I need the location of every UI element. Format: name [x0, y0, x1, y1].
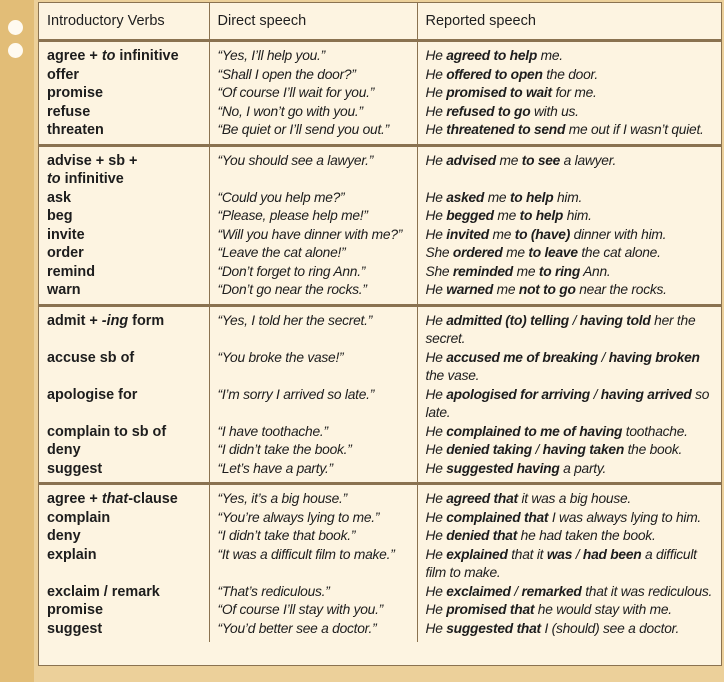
reported-speech-sentence: [418, 281, 722, 300]
reported-speech-continued: [418, 404, 722, 423]
introductory-verb: [39, 281, 209, 300]
text-segment: He: [425, 312, 447, 328]
text-segment: explain: [47, 546, 97, 563]
reported-speech-sentence: [418, 121, 722, 140]
direct-speech-quote: “I’m sorry I arrived so late.”: [217, 386, 375, 402]
text-segment: /: [510, 583, 522, 599]
reported-speech-sentence: [418, 490, 722, 509]
reported-speech-continued: [418, 330, 722, 349]
bold-segment: reminded: [452, 263, 513, 279]
header-direct-speech: Direct speech: [209, 3, 417, 41]
direct-speech-quote: “You’d better see a doctor.”: [217, 620, 377, 636]
bold-segment: complained to me of having: [446, 423, 623, 439]
text-segment: the door.: [542, 66, 598, 82]
verb-group-1: [39, 41, 721, 146]
text-segment: He: [425, 442, 447, 457]
spacer: [39, 367, 209, 386]
reported-speech-cell: [417, 41, 721, 146]
direct-speech-quote: “Of course I’ll stay with you.”: [217, 602, 384, 617]
direct-speech-quote: “Don’t go near the rocks.”: [217, 282, 367, 297]
text-segment: a party.: [559, 460, 607, 476]
text-segment: dinner with him.: [570, 226, 667, 242]
text-segment: the book.: [624, 442, 683, 457]
text-segment: me out if I wasn’t quiet.: [565, 122, 704, 137]
text-segment: He: [425, 189, 447, 205]
text-segment: /: [531, 442, 543, 457]
text-segment: He: [425, 85, 447, 100]
direct-speech-quote: “Will you have dinner with me?”: [217, 226, 403, 242]
bold-segment: threatened to send: [446, 122, 566, 137]
text-segment: for me.: [551, 85, 597, 100]
introductory-verb: [39, 263, 209, 282]
bold-segment: accused me of breaking: [446, 349, 598, 365]
direct-speech-quote: “Leave the cat alone!”: [217, 245, 346, 260]
text-segment: me: [502, 245, 529, 260]
bold-segment: exclaimed: [446, 583, 511, 599]
text-segment: him.: [563, 208, 592, 223]
introductory-verb: [39, 490, 209, 509]
bold-segment: to help: [509, 189, 554, 205]
reported-speech-sentence: [418, 583, 722, 602]
reported-speech-sentence: [418, 349, 722, 368]
introductory-verbs-cell: [39, 305, 209, 484]
text-segment: offer: [47, 66, 79, 83]
reported-speech-sentence: [418, 244, 722, 263]
text-segment: a difficult: [641, 546, 697, 562]
text-segment: remind: [47, 263, 95, 280]
reported-speech-sentence: [418, 189, 722, 208]
text-segment: infinitive: [115, 48, 179, 64]
reported-speech-sentence: [418, 152, 722, 171]
text-segment: admit +: [47, 312, 102, 329]
bold-segment: denied taking: [446, 442, 532, 457]
introductory-verb: [39, 84, 209, 103]
bold-segment: to help: [519, 208, 564, 223]
introductory-verb: [39, 226, 209, 245]
bold-segment: begged: [446, 208, 494, 223]
bold-segment: admitted (to) telling: [446, 312, 569, 328]
direct-speech-quote: “Yes, it’s a big house.”: [217, 491, 347, 506]
introductory-verb: [39, 189, 209, 208]
reported-speech-sentence: [418, 460, 722, 479]
bold-segment: to ring: [538, 263, 581, 279]
text-segment: He: [425, 602, 447, 617]
reported-speech-sentence: [418, 84, 722, 103]
text-segment: agree +: [47, 491, 102, 507]
introductory-verbs-cell: [39, 145, 209, 305]
text-segment: I (should) see a doctor.: [540, 620, 680, 636]
text-segment: her the: [650, 312, 696, 328]
text-segment: -clause: [128, 491, 178, 507]
direct-speech-quote: “I didn’t take the book.”: [217, 442, 352, 457]
bold-segment: ordered: [452, 245, 503, 260]
bold-segment: promised to wait: [446, 85, 552, 100]
text-segment: complain to sb of: [47, 423, 167, 440]
text-segment: He: [425, 122, 447, 137]
text-segment: agree +: [47, 48, 102, 64]
introductory-verb: [39, 349, 209, 368]
text-segment: it was a big house.: [517, 491, 631, 506]
bold-segment: agreed that: [446, 491, 518, 506]
text-segment: accuse sb of: [47, 349, 135, 366]
text-segment: He: [425, 208, 447, 223]
text-segment: film to make.: [425, 565, 501, 580]
text-segment: deny: [47, 528, 81, 544]
bold-segment: promised that: [446, 602, 535, 617]
introductory-verb: [39, 121, 209, 140]
spacer: [210, 330, 417, 349]
text-segment: me.: [537, 48, 563, 63]
text-segment: that it was rediculous.: [581, 583, 713, 599]
direct-speech-quote: “Shall I open the door?”: [217, 66, 356, 82]
text-segment: /: [597, 349, 609, 365]
text-segment: apologise for: [47, 386, 138, 403]
text-segment: that it: [507, 546, 547, 562]
bold-segment: refused to go: [446, 103, 531, 119]
text-segment: suggest: [47, 620, 103, 637]
bold-segment: explained: [446, 546, 508, 562]
bold-segment: agreed to help: [446, 48, 538, 63]
bold-segment: having told: [579, 312, 651, 328]
text-segment: She: [425, 263, 453, 279]
direct-speech-quote: “That’s rediculous.”: [217, 583, 330, 599]
text-segment: He: [425, 226, 447, 242]
bold-segment: invited: [446, 226, 489, 242]
text-segment: He: [425, 103, 447, 119]
reported-speech-sentence: [418, 312, 722, 331]
bold-segment: remarked: [521, 583, 582, 599]
direct-speech-quote: “Be quiet or I’ll send you out.”: [217, 122, 389, 137]
binder-hole: [8, 43, 23, 58]
introductory-verb: [39, 583, 209, 602]
reported-speech-sentence: [418, 441, 722, 460]
binder-strip: [0, 0, 34, 682]
introductory-verbs-cell: [39, 484, 209, 643]
direct-speech-cell: [209, 305, 417, 484]
bold-segment: apologised for arriving: [446, 386, 590, 402]
text-segment: He: [425, 509, 447, 525]
binder-hole: [8, 20, 23, 35]
verb-group-4: [39, 484, 721, 643]
bold-segment: offered to open: [446, 66, 543, 82]
text-segment: He: [425, 386, 447, 402]
text-segment: refuse: [47, 103, 91, 120]
text-segment: suggest: [47, 460, 103, 477]
introductory-verb: [39, 527, 209, 546]
text-segment: secret.: [425, 331, 466, 346]
text-segment: near the rocks.: [575, 282, 667, 297]
text-segment: deny: [47, 442, 81, 458]
text-segment: with us.: [530, 103, 579, 119]
introductory-verb: [39, 207, 209, 226]
text-segment: he had taken the book.: [517, 528, 656, 543]
text-segment: a lawyer.: [560, 152, 617, 168]
grammar-table-panel: [38, 2, 722, 666]
bold-segment: having taken: [542, 442, 625, 457]
text-segment: ask: [47, 189, 72, 206]
text-segment: the cat alone.: [577, 245, 661, 260]
direct-speech-quote: “You should see a lawyer.”: [217, 152, 374, 168]
bold-segment: suggested having: [446, 460, 560, 476]
introductory-verb: [39, 460, 209, 479]
reported-speech-cell: [417, 484, 721, 643]
reported-speech-sentence: [418, 423, 722, 442]
reported-speech-sentence: [418, 226, 722, 245]
reported-speech-sentence: [418, 601, 722, 620]
introductory-verb: [39, 546, 209, 565]
text-segment: He: [425, 282, 447, 297]
introductory-verb: [39, 601, 209, 620]
text-segment: threaten: [47, 122, 104, 138]
direct-speech-quote: “No, I won’t go with you.”: [217, 103, 363, 119]
reported-speech-cell: [417, 145, 721, 305]
bold-segment: complained that: [446, 509, 549, 525]
verb-group-2: [39, 145, 721, 305]
bold-segment: having arrived: [600, 386, 692, 402]
introductory-verb: [39, 244, 209, 263]
text-segment: He: [425, 349, 447, 365]
introductory-verb: [39, 103, 209, 122]
direct-speech-quote: “Please, please help me!”: [217, 208, 368, 223]
direct-speech-cell: [209, 41, 417, 146]
text-segment: /: [589, 386, 601, 402]
reported-speech-sentence: [418, 527, 722, 546]
direct-speech-quote: “Yes, I told her the secret.”: [217, 312, 373, 328]
introductory-verb: [39, 423, 209, 442]
text-segment: me: [493, 208, 520, 223]
bold-segment: had been: [582, 546, 642, 562]
text-segment: invite: [47, 226, 85, 243]
bold-segment: advised: [446, 152, 496, 168]
direct-speech-quote: “You’re always lying to me.”: [217, 509, 380, 525]
spacer: [210, 404, 417, 423]
text-segment: late.: [425, 405, 451, 420]
bold-segment: warned: [446, 282, 494, 297]
bold-segment: not to go: [518, 282, 576, 297]
spacer: [39, 564, 209, 583]
text-segment: Ann.: [580, 263, 611, 279]
text-segment: warn: [47, 282, 81, 298]
reported-speech-continued: [418, 564, 722, 583]
text-segment: I was always lying to him.: [548, 509, 702, 525]
text-segment: me: [513, 263, 539, 279]
bold-segment: suggested that: [446, 620, 541, 636]
italic-segment: -ing: [101, 312, 129, 329]
italic-segment: to: [101, 48, 116, 64]
text-segment: infinitive: [60, 171, 124, 187]
direct-speech-quote: “Don’t forget to ring Ann.”: [217, 263, 366, 279]
reported-speech-sentence: [418, 263, 722, 282]
introductory-verb: [39, 441, 209, 460]
text-segment: /: [572, 546, 583, 562]
bold-segment: to see: [521, 152, 561, 168]
header-row: [39, 3, 721, 41]
direct-speech-quote: “I have toothache.”: [217, 423, 328, 439]
reported-speech-sentence: [418, 66, 722, 85]
text-segment: /: [568, 312, 580, 328]
bold-segment: was: [546, 546, 573, 562]
text-segment: He: [425, 48, 447, 63]
introductory-verb: [39, 47, 209, 66]
direct-speech-cell: [209, 484, 417, 643]
verb-group-3: [39, 305, 721, 484]
text-segment: promise: [47, 602, 103, 618]
reported-speech-sentence: [418, 546, 722, 565]
text-segment: form: [128, 312, 165, 329]
direct-speech-quote: “Yes, I’ll help you.”: [217, 48, 325, 63]
italic-segment: to: [47, 171, 61, 187]
text-segment: beg: [47, 208, 73, 224]
bold-segment: to leave: [528, 245, 578, 260]
reported-speech-sentence: [418, 620, 722, 639]
reported-speech-table: [39, 3, 721, 642]
text-segment: so: [691, 386, 710, 402]
introductory-verb: [39, 509, 209, 528]
text-segment: me: [488, 226, 515, 242]
introductory-verb: [39, 386, 209, 405]
reported-speech-sentence: [418, 509, 722, 528]
text-segment: me: [484, 189, 510, 205]
spacer: [39, 404, 209, 423]
direct-speech-quote: “You broke the vase!”: [217, 349, 344, 365]
text-segment: He: [425, 583, 447, 599]
text-segment: exclaim / remark: [47, 583, 160, 600]
introductory-verb: [39, 620, 209, 639]
text-segment: He: [425, 66, 447, 82]
bold-segment: to (have): [514, 226, 571, 242]
spacer: [39, 330, 209, 349]
bold-segment: having broken: [608, 349, 700, 365]
direct-speech-cell: [209, 145, 417, 305]
direct-speech-quote: “I didn’t take that book.”: [217, 528, 356, 543]
text-segment: the vase.: [425, 368, 480, 383]
bold-segment: denied that: [446, 528, 518, 543]
text-segment: He: [425, 528, 447, 543]
introductory-verbs-cell: [39, 41, 209, 146]
direct-speech-quote: “Of course I’ll wait for you.”: [217, 85, 375, 100]
text-segment: him.: [553, 189, 583, 205]
introductory-verb-continued: [39, 170, 209, 189]
direct-speech-quote: “It was a difficult film to make.”: [217, 546, 395, 562]
text-segment: me: [495, 152, 522, 168]
introductory-verb: [39, 66, 209, 85]
introductory-verb: [39, 312, 209, 331]
text-segment: me: [493, 282, 519, 297]
direct-speech-quote: “Could you help me?”: [217, 189, 345, 205]
reported-speech-sentence: [418, 207, 722, 226]
spacer: [418, 170, 722, 189]
bold-segment: asked: [446, 189, 485, 205]
reported-speech-cell: [417, 305, 721, 484]
text-segment: He: [425, 423, 447, 439]
text-segment: He: [425, 460, 447, 476]
text-segment: She: [425, 245, 453, 260]
text-segment: he would stay with me.: [534, 602, 672, 617]
spacer: [210, 564, 417, 583]
reported-speech-sentence: [418, 386, 722, 405]
direct-speech-quote: “Let’s have a party.”: [217, 460, 333, 476]
header-reported-speech: Reported speech: [417, 3, 721, 41]
reported-speech-sentence: [418, 103, 722, 122]
text-segment: advise + sb +: [47, 152, 138, 169]
text-segment: toothache.: [622, 423, 688, 439]
text-segment: He: [425, 491, 447, 506]
header-introductory-verbs: Introductory Verbs: [39, 3, 209, 41]
reported-speech-sentence: [418, 47, 722, 66]
spacer: [210, 367, 417, 386]
text-segment: complain: [47, 509, 111, 526]
text-segment: He: [425, 546, 447, 562]
text-segment: He: [425, 620, 447, 636]
text-segment: order: [47, 245, 84, 261]
reported-speech-continued: [418, 367, 722, 386]
text-segment: He: [425, 152, 447, 168]
spacer: [210, 170, 417, 189]
introductory-verb: [39, 152, 209, 171]
italic-segment: that: [101, 491, 129, 507]
page-frame: [34, 0, 724, 682]
text-segment: promise: [47, 85, 103, 101]
